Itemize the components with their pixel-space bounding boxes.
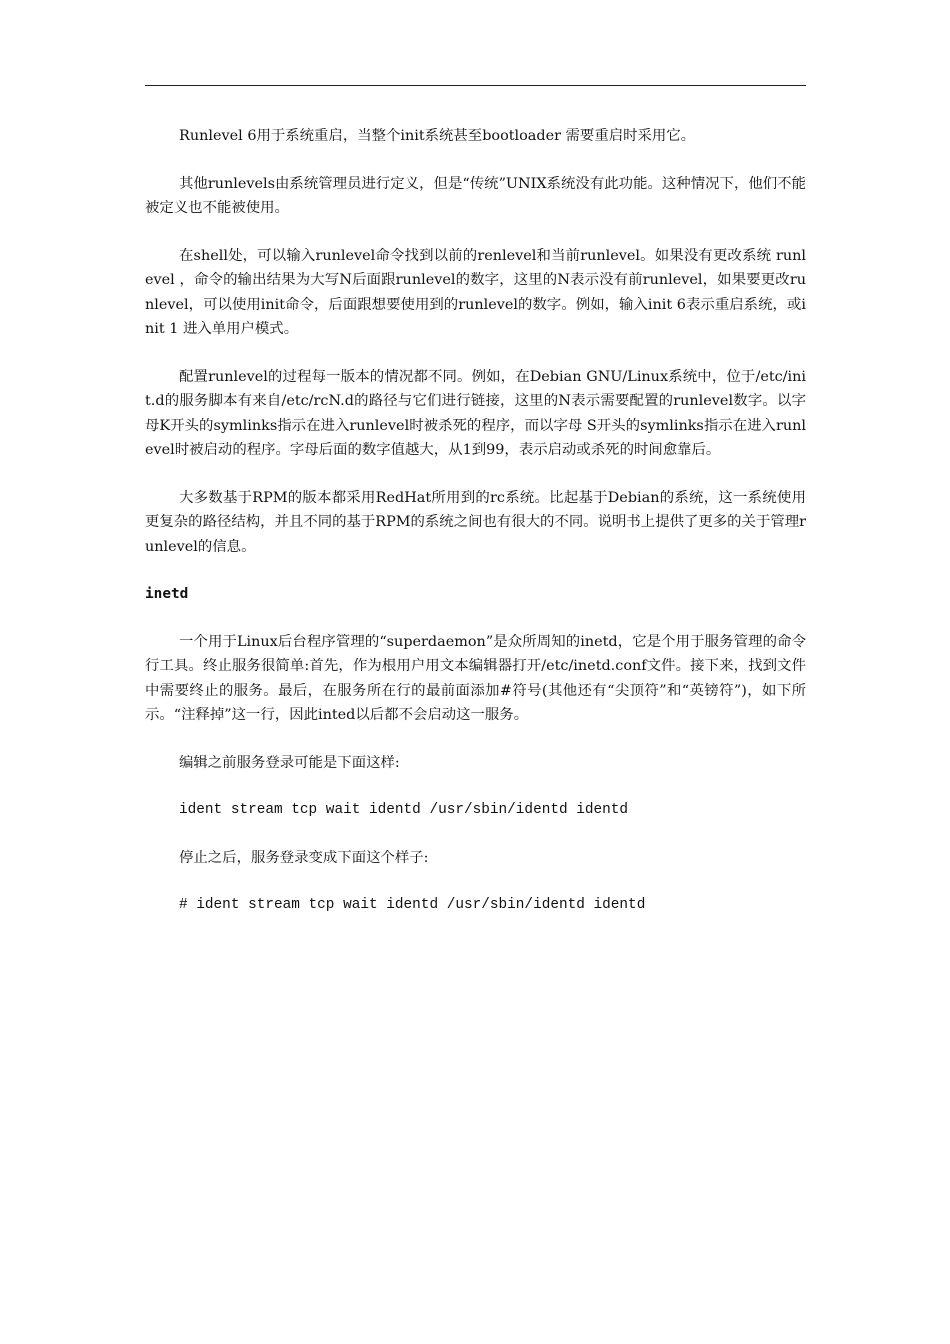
paragraph-inetd-description: 一个用于Linux后台程序管理的“superdaemon”是众所周知的inetd，它是个用于服务管理的命令行工具。终止服务很简单:首先，作为根用户用文本编辑器打开/etc/inetd.conf文件。接下来，找到文件中需要终止的服务。最后，在服务所在行的最前面添加#符号(其他还有“尖顶符”和“英镑符”)，如下所示。“注释掉”这一行，因此inted以后都不会启动这一服务。 [145,633,806,723]
paragraph-configure-runlevel: 配置runlevel的过程每一版本的情况都不同。例如，在Debian GNU/Linux系统中，位于/etc/init.d的服务脚本有来自/etc/rcN.d的路径与它们进行链接，这里的N表示需要配置的runlevel数字。以字母K开头的symlinks指示在进入runlevel时被杀死的程序，而以字母 S开头的symlinks指示在进入runlevel时被启动的程序。字母后面的数字值越大，从1到99，表示启动或杀死的时间愈靠后。 [145,368,806,458]
paragraph-before-edit: 编辑之前服务登录可能是下面这样: [179,754,400,771]
paragraph-other-runlevels: 其他runlevels由系统管理员进行定义，但是“传统”UNIX系统没有此功能。这种情况下，他们不能被定义也不能被使用。 [145,175,806,216]
section-heading-inetd: inetd [145,586,189,602]
code-line-after: # ident stream tcp wait identd /usr/sbin/identd identd [179,897,646,913]
paragraph-shell-runlevel: 在shell处，可以输入runlevel命令找到以前的renlevel和当前runlevel。如果没有更改系统 runlevel ，命令的输出结果为大写N后面跟runlevel的数字，这里的N表示没有前runlevel，如果要更改runlevel，可以使用init命令，后面跟想要使用到的runlevel的数字。例如，输入init 6表示重启系统，或init 1 进入单用户模式。 [145,247,806,337]
paragraph-runlevel-6: Runlevel 6用于系统重启，当整个init系统甚至bootloader 需要重启时采用它。 [179,128,696,144]
code-line-before: ident stream tcp wait identd /usr/sbin/identd identd [179,802,629,818]
header-rule [145,85,806,86]
paragraph-after-stop: 停止之后，服务登录变成下面这个样子: [179,849,429,866]
paragraph-rpm-versions: 大多数基于RPM的版本都采用RedHat所用到的rc系统。比起基于Debian的系统，这一系统使用更复杂的路径结构，并且不同的基于RPM的系统之间也有很大的不同。说明书上提供了更多的关于管理runlevel的信息。 [145,489,806,555]
document-body [145,124,806,941]
